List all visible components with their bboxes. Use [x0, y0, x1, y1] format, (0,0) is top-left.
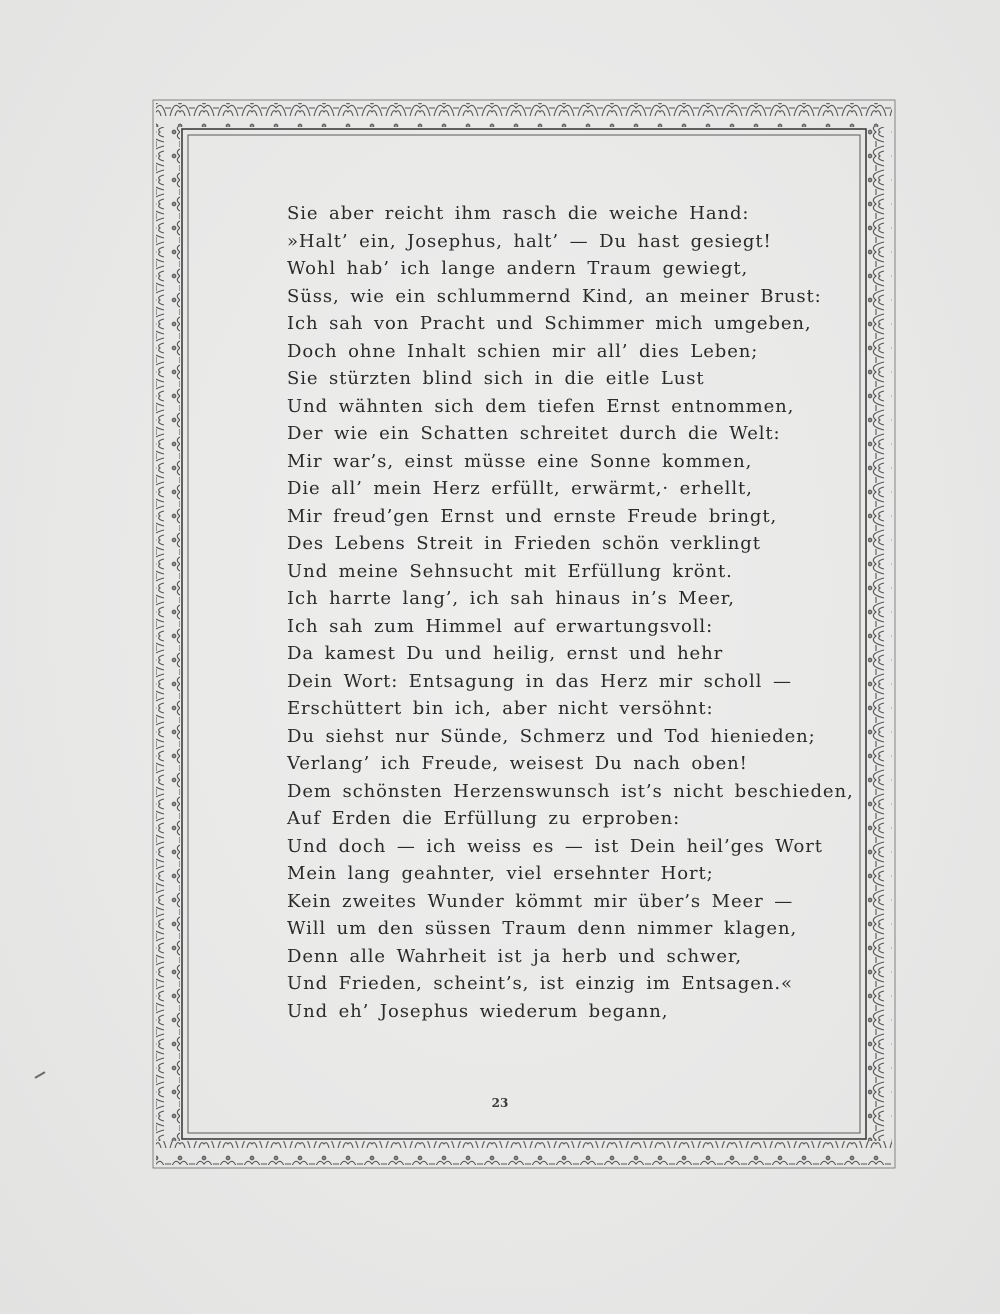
poem-line: Verlang’ ich Freude, weisest Du nach oben! — [287, 753, 748, 774]
poem-text — [287, 200, 854, 1025]
poem-line: Ich sah von Pracht und Schimmer mich umgeben, — [287, 313, 812, 334]
border-bottom-band — [156, 1141, 892, 1165]
poem-line: Dein Wort: Entsagung in das Herz mir scholl — — [287, 670, 792, 692]
page-number: 23 — [491, 1096, 509, 1110]
poem-line: Mein lang geahnter, viel ersehnter Hort; — [287, 863, 714, 884]
poem-line: Und eh’ Josephus wiederum begann, — [287, 1000, 669, 1022]
poem-line: Sie stürzten blind sich in die eitle Lust — [287, 368, 705, 389]
poem-line: Erschüttert bin ich, aber nicht versöhnt: — [287, 698, 714, 719]
poem-line: Doch ohne Inhalt schien mir all’ dies Leben; — [287, 340, 759, 362]
border-left-band — [156, 127, 180, 1141]
poem-line: Und wähnten sich dem tiefen Ernst entnommen, — [287, 395, 795, 417]
border-top-band — [156, 103, 892, 127]
poem-line: Ich harrte lang’, ich sah hinaus in’s Meer, — [287, 588, 735, 609]
poem-line: Der wie ein Schatten schreitet durch die Welt: — [287, 423, 781, 444]
poem-line: Sie aber reicht ihm rasch die weiche Hand: — [287, 203, 750, 224]
poem-line: Die all’ mein Herz erfüllt, erwärmt,· erhellt, — [287, 478, 753, 499]
poem-line: Süss, wie ein schlummernd Kind, an meiner Brust: — [287, 285, 822, 307]
poem-line: Wohl hab’ ich lange andern Traum gewiegt, — [287, 258, 749, 279]
poem-line: Mir war’s, einst müsse eine Sonne kommen, — [287, 450, 753, 472]
poem-line: Du siehst nur Sünde, Schmerz und Tod hienieden; — [287, 725, 816, 747]
poem-line: »Halt’ ein, Josephus, halt’ — Du hast gesiegt! — [287, 230, 772, 252]
poem-line: Und doch — ich weiss es — ist Dein heil’ges Wort — [287, 835, 823, 857]
poem-line: Da kamest Du und heilig, ernst und hehr — [287, 643, 724, 664]
poem-line: Und Frieden, scheint’s, ist einzig im Entsagen.« — [287, 973, 793, 994]
border-right-band — [868, 127, 892, 1141]
poem-line: Kein zweites Wunder kömmt mir über’s Meer — — [287, 890, 794, 912]
poem-line: Dem schönsten Herzenswunsch ist’s nicht beschieden, — [287, 780, 854, 802]
poem-line: Auf Erden die Erfüllung zu erproben: — [287, 808, 681, 829]
poem-line: Des Lebens Streit in Frieden schön verklingt — [287, 533, 761, 554]
poem-line: Denn alle Wahrheit ist ja herb und schwer, — [287, 945, 743, 967]
poem-line: Und meine Sehnsucht mit Erfüllung krönt. — [287, 560, 733, 582]
poem-line: Will um den süssen Traum denn nimmer klagen, — [287, 918, 798, 939]
poem-line: Ich sah zum Himmel auf erwartungsvoll: — [287, 615, 714, 637]
poem-line: Mir freud’gen Ernst und ernste Freude bringt, — [287, 505, 778, 527]
